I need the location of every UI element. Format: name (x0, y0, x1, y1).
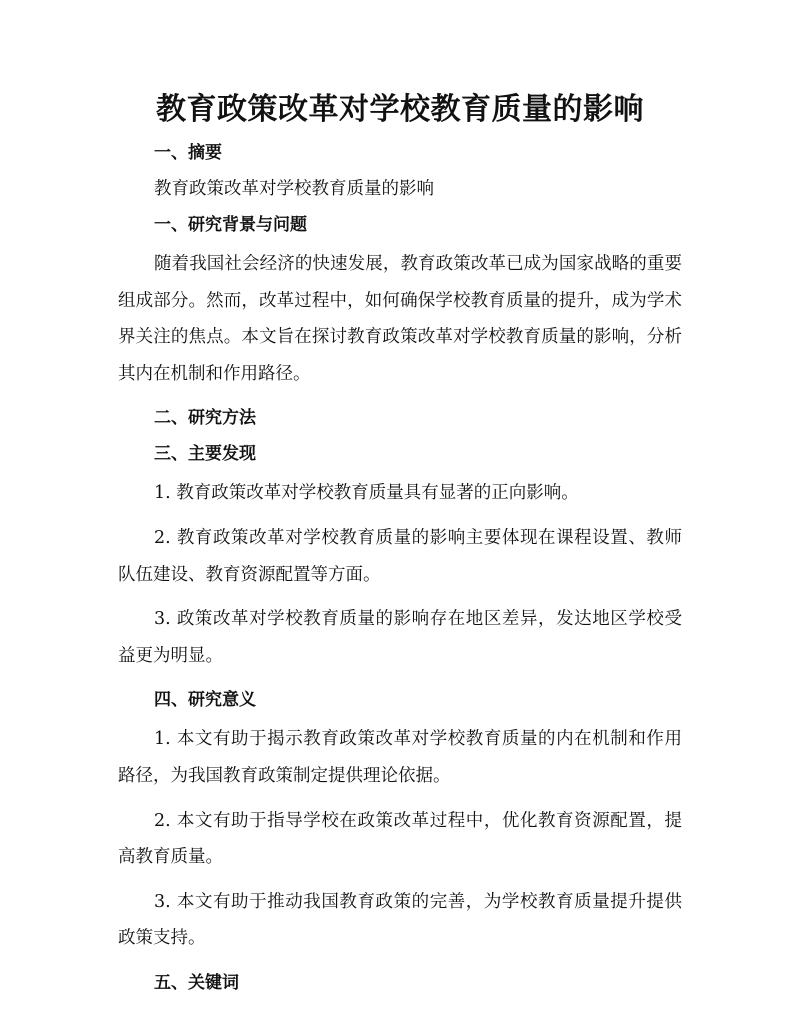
section-heading-keywords: 五、关键词 (154, 972, 239, 993)
finding-item-2: 2. 教育政策改革对学校教育质量的影响主要体现在课程设置、教师队伍建设、教育资源配置等方面。 (118, 527, 682, 585)
section-heading-background: 一、研究背景与问题 (154, 215, 307, 235)
section-heading-findings: 三、主要发现 (154, 444, 256, 465)
finding-item-3: 3. 政策改革对学校教育质量的影响存在地区差异，发达地区学校受益更为明显。 (118, 609, 682, 666)
significance-item-1: 1. 本文有助于揭示教育政策改革对学校教育质量的内在机制和作用路径，为我国教育政策制定提供理论依据。 (118, 729, 682, 786)
page-title: 教育政策改革对学校教育质量的影响 (156, 92, 644, 127)
significance-item-3: 3. 本文有助于推动我国教育政策的完善，为学校教育质量提升提供政策支持。 (118, 891, 682, 949)
section-heading-significance: 四、研究意义 (154, 690, 256, 711)
significance-item-2: 2. 本文有助于指导学校在政策改革过程中，优化教育资源配置，提高教育质量。 (118, 810, 682, 868)
background-paragraph: 随着我国社会经济的快速发展，教育政策改革已成为国家战略的重要组成部分。然而，改革过程中，如何确保学校教育质量的提升，成为学术界关注的焦点。本文旨在探讨教育政策改革对学校教育质量的影响，分析其内在机制和作用路径。 (118, 254, 682, 384)
document-body (118, 140, 682, 996)
finding-item-1: 1. 教育政策改革对学校教育质量具有显著的正向影响。 (154, 483, 579, 504)
abstract-text: 教育政策改革对学校教育质量的影响 (154, 179, 434, 199)
section-heading-methods: 二、研究方法 (154, 408, 256, 429)
section-heading-abstract: 一、摘要 (154, 143, 222, 163)
